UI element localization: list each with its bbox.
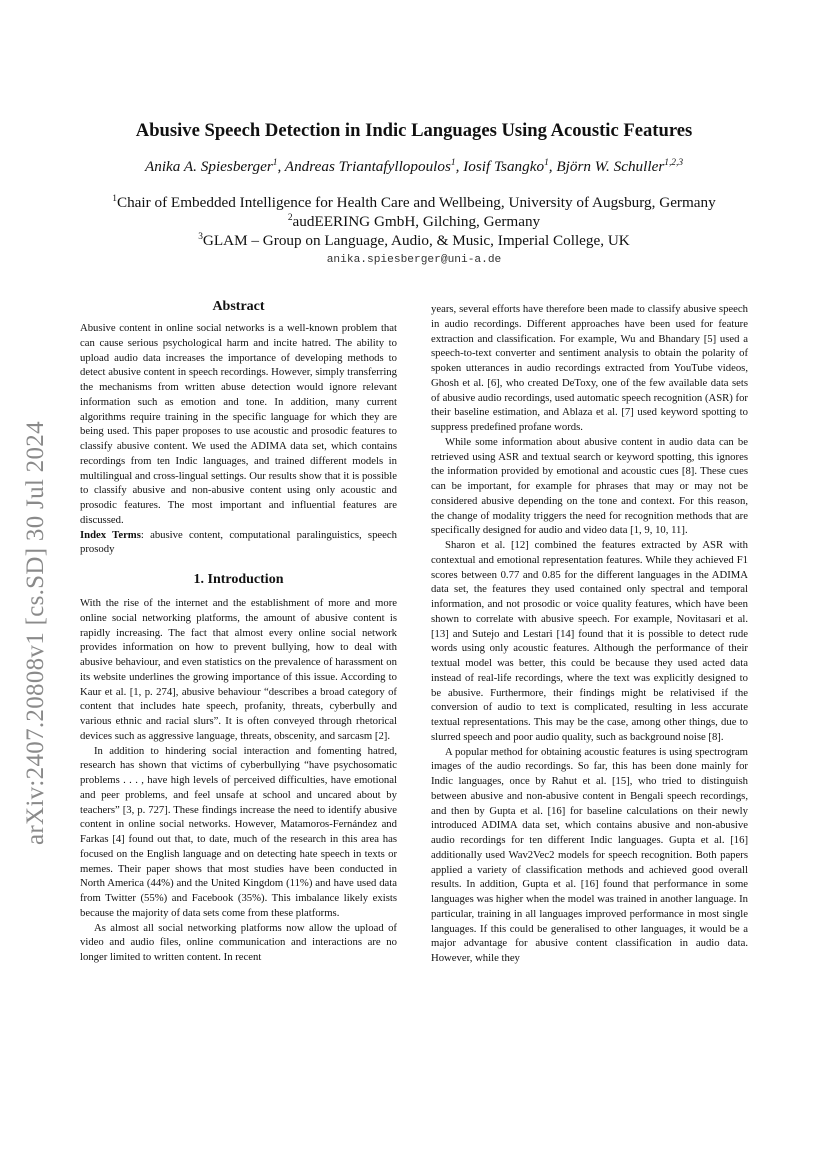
author: Anika A. Spiesberger$^1$,	[144, 157, 285, 175]
author-list	[60, 158, 768, 176]
body-paragraph: While some information about abusive content in audio data can be retrieved using ASR and textual search or keyword spotting, this ignores the information provided by emotional and acoustic cues [8]. These cues can be important, for example for phrases that may or may not be considered abusive depending on the tone and context. For this reason, the change of modality triggers the need for recognition methods that are specifically designed for audio and video data [1, 9, 10, 11].	[431, 435, 748, 537]
abstract-heading: Abstract	[212, 299, 265, 314]
paper-title: Abusive Speech Detection in Indic Languages Using Acoustic Features	[135, 120, 693, 141]
index-terms-label: Index Terms	[80, 528, 141, 541]
arxiv-identifier-stamp: arXiv:2407.20808v1 [cs.SD] 30 Jul 2024	[22, 421, 49, 845]
left-column	[80, 298, 397, 965]
author: Björn W. Schuller$^{1,2,3}$	[556, 157, 684, 175]
right-column	[431, 302, 748, 966]
author: Iosif Tsangko$^1$,	[463, 157, 557, 175]
body-paragraph: Sharon et al. [12] combined the features extracted by ASR with contextual and emotional representation features. While they achieved F1 scores between 0.77 and 0.85 for the different languages in the ADIMA data set, the features they used contained only spectral and temporal information, and not prosodic or voice quality features, which have been shown to correlate with abusive speech. For example, Novitasari et al. [13] and Sutejo and Lestari [14] found that it is possible to detect rude words using only acoustic features. Although the performance of their textual model was better, this could be because they used acted data instead of real-life recordings, where the text was explicitly designed to be abusive. Furthermore, their findings might be relativised if the conversion of audio to text is complicated, resulting in less accurate textual representations. This may be the case, among other things, due to slurred speech and poor audio quality, such as background noise [8].	[431, 539, 748, 743]
affiliation: $^3$GLAM – Group on Language, Audio, & Music, Imperial College, UK	[198, 231, 630, 249]
body-paragraph: As almost all social networking platforms now allow the upload of video and audio files, online communication and interactions are no longer limited to written content. In recent	[80, 921, 397, 963]
body-paragraph: In addition to hindering social interaction and fomenting hatred, research has shown that victims of cyberbullying “have psychosomatic problems . . . , have high levels of perceived difficulties, have emotional and peer problems, and feel unsafe at school and uncared about by teachers” [3, p. 727]. These findings increase the need to identify abusive content in online social networks. However, Matamoros-Fernández and Farkas [4] found out that, to date, much of the research in this area has focused on the English language and on detecting hate speech in texts or memes. Their paper shows that most studies have been conducted in North America (44%) and the United Kingdom (11%) and have used data from Twitter (55%) and Facebook (35%). This imbalance likely exists because the majority of data sets come from these platforms.	[80, 744, 397, 919]
author: Andreas Triantafyllopoulos$^1$,	[284, 157, 464, 175]
body-paragraph: years, several efforts have therefore been made to classify abusive speech in audio recordings. Different approaches have been used for feature extraction and classification. For example, Wu and Bhandary [5] used a speech-to-text converter and sentiment analysis to obtain the polarity of spoken utterances in audio recordings extracted from YouTube videos, Ghosh et al. [6], who created DeToxy, one of the few available data sets of abusive audio recordings, used automatic speech recognition (ASR) for their baseline estimation, and Ablaza et al. [7] used keyword spotting to suppress predefined profane words.	[431, 303, 748, 433]
affiliation: $^1$Chair of Embedded Intelligence for Health Care and Wellbeing, University of Augsburg, Germany	[112, 193, 716, 211]
contact-email[interactable]: anika.spiesberger@uni-a.de	[326, 254, 502, 266]
section-heading-introduction: 1. Introduction	[193, 572, 284, 587]
affiliation: $^2$audEERING GmbH, Gilching, Germany	[287, 212, 541, 230]
body-paragraph: A popular method for obtaining acoustic features is using spectrogram images of the audio recordings. So far, this has been done mainly for Indic languages, once by Rahut et al. [15], who tried to distinguish between abusive and non-abusive content in Bengali speech recordings, and then by Gupta et al. [16] for baseline calculations on their newly introduced ADIMA data set, which contains abusive and non-abusive audio recordings for ten different Indic languages. Gupta et al. [16] additionally used Wav2Vec2 models for speech recognition. Both papers applied a variety of classification methods and achieved good overall results. In addition, Gupta et al. [16] found that performance in some languages was higher when the model was trained in another language. In particular, training in all languages improved performance in most single languages. If this could be generalised to other languages, it would be a major advantage for abusive content classification in audio data. However, while they	[431, 745, 748, 964]
abstract-text: Abusive content in online social networks is a well-known problem that can cause serious psychological harm and incite hatred. The ability to upload audio data increases the importance of developing methods to detect abusive content in speech recordings. However, simply transferring the mechanisms from written abuse detection would ignore relevant information such as emotion and tone. In addition, many current algorithms require training in the specific language for which they are being used. This paper proposes to use acoustic and prosodic features to classify abusive content. We used the ADIMA data set, which contains recordings from ten Indic languages, and trained different models in multilingual and cross-lingual settings. Our results show that it is possible to classify abusive and non-abusive content using only acoustic and prosodic features. The most important and influential features are discussed.	[80, 322, 397, 526]
index-terms: Index Terms: abusive content, computational paralinguistics, speech prosody	[80, 528, 397, 556]
body-paragraph: With the rise of the internet and the establishment of more and more online social networking platforms, the amount of abusive content is rapidly increasing. The fact that almost every online social network provides information on how to prevent bullying, how to deal with abusive behaviour, and even statistics on the prevalence of harassment on its website underlines the growing importance of this issue. According to Kaur et al. [1, p. 274], abusive behaviour “describes a broad category of content that includes hate speech, profanity, threats, cyberbully and various ethnic and racial slurs”. It is often conveyed through rhetorical devices such as aggressive language, threats, obscenity, and sarcasm [2].	[80, 597, 397, 742]
